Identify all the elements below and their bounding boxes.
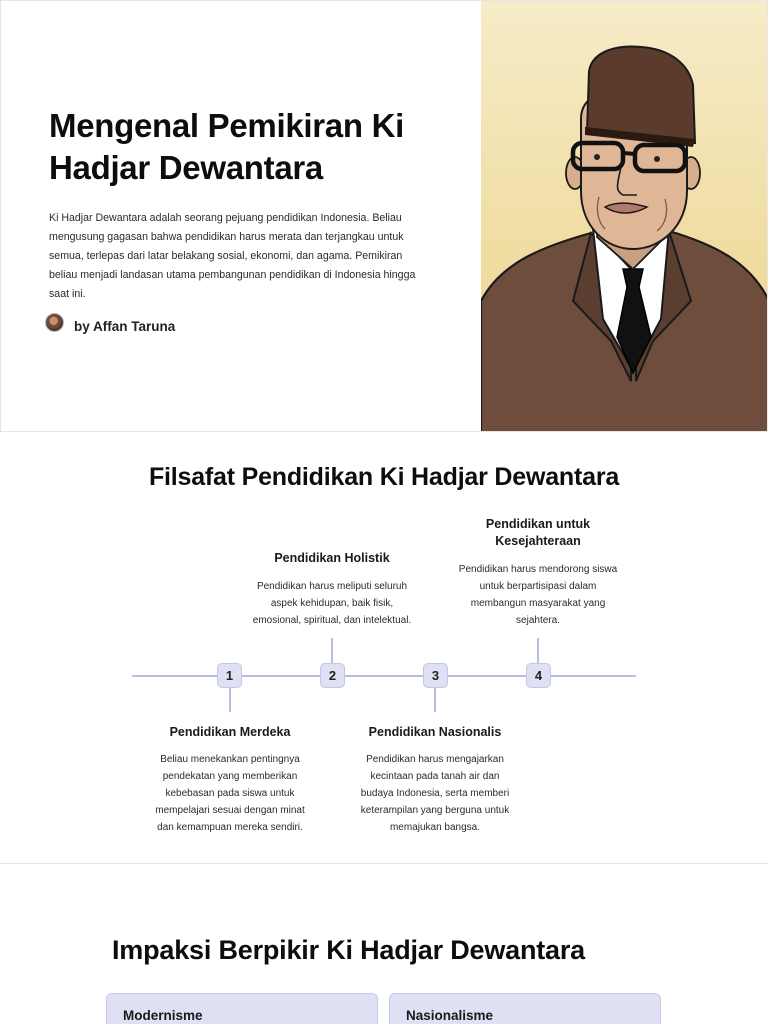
portrait-illustration-icon (481, 1, 768, 432)
timeline-heading-3: Pendidikan Nasionalis (368, 725, 502, 739)
slide-philosophy (0, 433, 768, 864)
timeline-body-1: Beliau menekankan pentingnya pendekatan yang memberikan kebebasan pada siswa untuk mempelajari sesuai dengan minat dan kemampuan mereka sendiri. (155, 754, 305, 833)
portrait-illustration (481, 1, 768, 432)
timeline-marker-4: 4 (526, 663, 551, 688)
timeline-line (132, 675, 636, 677)
slide-intro (0, 0, 768, 432)
impact-title: Impaksi Berpikir Ki Hadjar Dewantara (112, 935, 585, 965)
author-byline (45, 311, 175, 334)
timeline-stem-1 (229, 686, 231, 712)
page-title: Mengenal Pemikiran Ki Hadjar Dewantara (49, 107, 404, 186)
timeline-stem-4 (537, 638, 539, 666)
timeline-body-4: Pendidikan harus mendorong siswa untuk berpartisipasi dalam membangun masyarakat yang sejahtera. (458, 564, 618, 626)
timeline-body-3: Pendidikan harus mengajarkan kecintaan pada tanah air dan budaya Indonesia, serta memberi keterampilan yang berguna untuk memajukan bangsa. (360, 754, 510, 833)
timeline-marker-2: 2 (320, 663, 345, 688)
intro-description: Ki Hadjar Dewantara adalah seorang pejuang pendidikan Indonesia. Beliau mengusung gagasan bahwa pendidikan harus merata dan terjangkau untuk semua, terlepas dari latar belakang sosial, ekonomi, dan agama. Pemikiran beliau menjadi landasan utama pembangunan pendidikan di Indonesia hingga saat ini. (49, 212, 416, 300)
impact-card-label: Modernisme (123, 1008, 203, 1023)
slide-impact (0, 865, 768, 1024)
avatar (45, 313, 64, 332)
timeline-heading-1: Pendidikan Merdeka (169, 725, 291, 739)
timeline-heading-2: Pendidikan Holistik (274, 551, 390, 565)
timeline-body-2: Pendidikan harus meliputi seluruh aspek kehidupan, baik fisik, emosional, spiritual, dan intelektual. (252, 581, 412, 626)
impact-card-label: Nasionalisme (406, 1008, 494, 1023)
timeline-stem-3 (434, 686, 436, 712)
timeline-heading-4: Pendidikan untuk Kesejahteraan (485, 517, 591, 548)
philosophy-title: Filsafat Pendidikan Ki Hadjar Dewantara (148, 463, 620, 491)
timeline-stem-2 (331, 638, 333, 666)
timeline-marker-3: 3 (423, 663, 448, 688)
timeline-marker-1: 1 (217, 663, 242, 688)
impact-card-modernisme (106, 993, 378, 1024)
author-name: by Affan Taruna (74, 319, 176, 334)
impact-card-nasionalisme (389, 993, 661, 1024)
